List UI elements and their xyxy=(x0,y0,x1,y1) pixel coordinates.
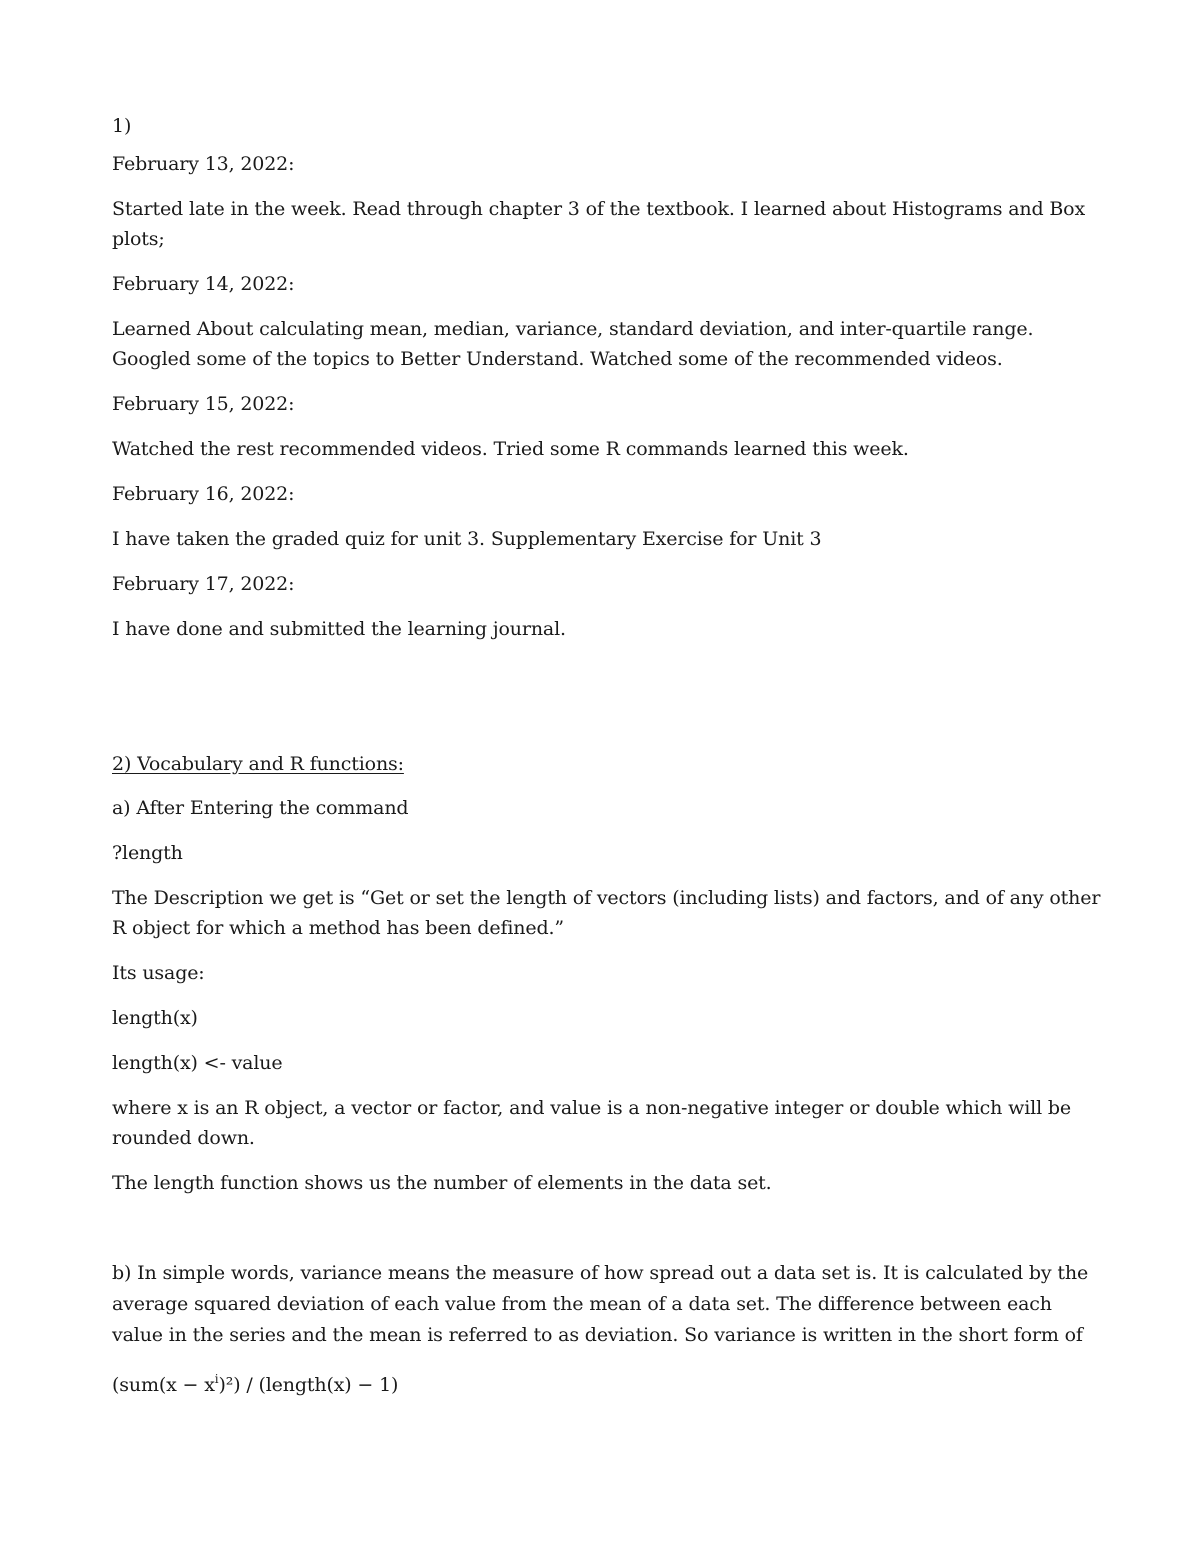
part-a-usage-line: length(x) <- value xyxy=(112,1052,283,1074)
entry-date: February 15, 2022: xyxy=(112,393,295,415)
entry-date: February 14, 2022: xyxy=(112,273,295,295)
entry-text: Started late in the week. Read through chapter 3 of the textbook. I learned about Histograms and Box xyxy=(112,198,1086,220)
formula-start: (sum(x − x xyxy=(112,1374,215,1396)
part-b-text: value in the series and the mean is referred to as deviation. So variance is written in the short form of xyxy=(112,1324,1083,1346)
entry-text: Learned About calculating mean, median, variance, standard deviation, and inter-quartile range. xyxy=(112,318,1034,340)
entry-date: February 16, 2022: xyxy=(112,483,295,505)
section1-heading: 1) xyxy=(112,115,132,137)
part-a-intro: a) After Entering the command xyxy=(112,797,409,819)
entry-date: February 17, 2022: xyxy=(112,573,295,595)
entry-text: Googled some of the topics to Better Understand. Watched some of the recommended videos. xyxy=(112,348,1003,370)
formula-end: )²) / (length(x) − 1) xyxy=(218,1374,399,1396)
part-a-summary: The length function shows us the number of elements in the data set. xyxy=(112,1172,772,1194)
entry-text: I have taken the graded quiz for unit 3. Supplementary Exercise for Unit 3 xyxy=(112,528,822,550)
part-a-description: R object for which a method has been defined.” xyxy=(112,917,564,939)
part-b-text: average squared deviation of each value from the mean of a data set. The difference between each xyxy=(112,1293,1052,1315)
entry-text: I have done and submitted the learning journal. xyxy=(112,618,566,640)
part-a-where: rounded down. xyxy=(112,1127,255,1149)
entry-text: Watched the rest recommended videos. Tried some R commands learned this week. xyxy=(112,438,909,460)
section2-heading: 2) Vocabulary and R functions: xyxy=(112,753,404,775)
entry-text: plots; xyxy=(112,228,165,250)
formula-superscript: i xyxy=(214,1372,219,1386)
variance-formula xyxy=(112,1370,1102,1401)
part-a-usage-line: length(x) xyxy=(112,1007,198,1029)
entry-date: February 13, 2022: xyxy=(112,153,295,175)
part-a-command: ?length xyxy=(112,842,183,864)
part-a-description: The Description we get is “Get or set the length of vectors (including lists) and factors, and of any other xyxy=(112,887,1101,909)
part-a-where: where x is an R object, a vector or factor, and value is a non-negative integer or double which will be xyxy=(112,1097,1071,1119)
part-b-text: b) In simple words, variance means the measure of how spread out a data set is. It is calculated by the xyxy=(112,1262,1089,1284)
part-a-usage-label: Its usage: xyxy=(112,962,205,984)
